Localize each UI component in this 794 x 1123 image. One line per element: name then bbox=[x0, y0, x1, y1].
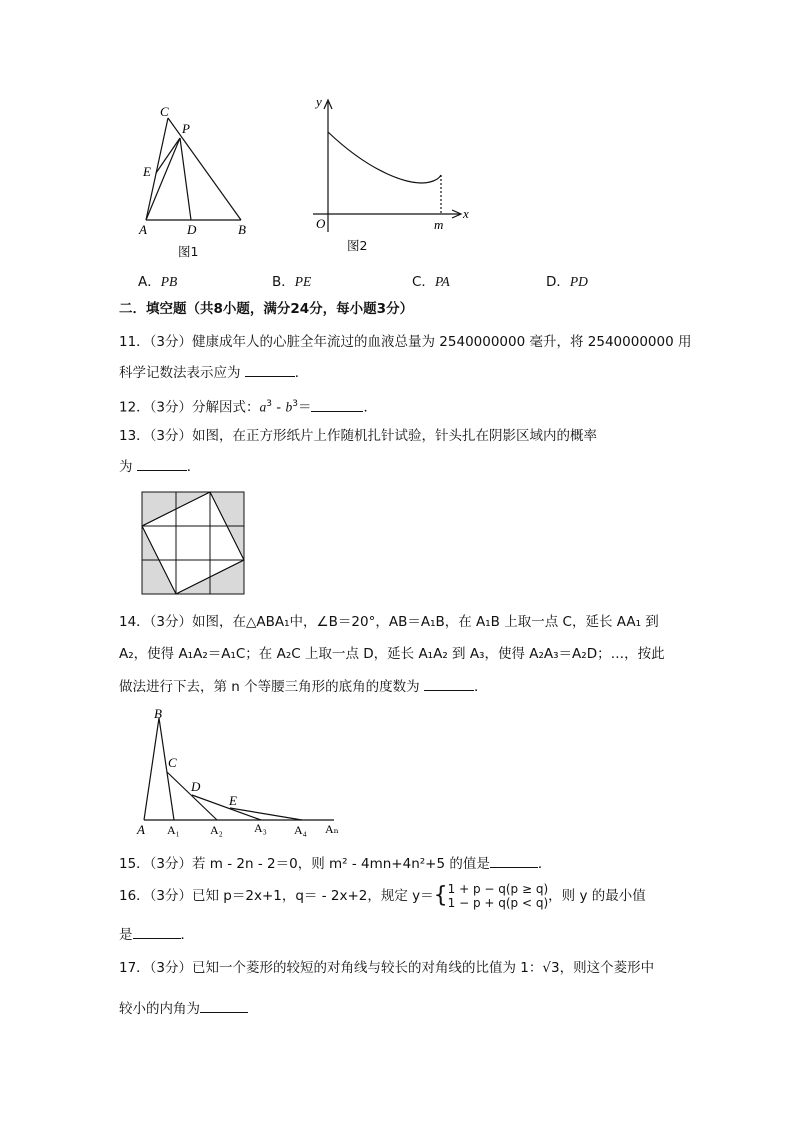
q14-label-A2: A₂ bbox=[210, 823, 223, 837]
q14-line2: A₂，使得 A₁A₂＝A₁C；在 A₂C 上取一点 D，延长 A₁A₂ 到 A₃，使得 A₂A₃＝A₂D；…，按此 bbox=[119, 646, 665, 662]
figure-1-triangle bbox=[138, 100, 258, 240]
q13-line1: 13．（3分）如图，在正方形纸片上作随机扎针试验，针头扎在阴影区域内的概率 bbox=[119, 428, 598, 444]
q16-case2: 1 − p + q(p < q) bbox=[447, 896, 549, 910]
q12-line: 12．（3分）分解因式：$a^3 - b^3=$ ． bbox=[119, 394, 377, 418]
q14-label-A1: A₁ bbox=[167, 823, 180, 837]
section-heading: 二．填空题（共8小题，满分24分，每小题3分） bbox=[119, 301, 414, 317]
figure-2-graph bbox=[310, 92, 475, 237]
q14-label-C: C bbox=[168, 755, 177, 770]
option-d: D．PD bbox=[546, 274, 588, 290]
option-b: B．PE bbox=[272, 274, 312, 290]
q17-line2: 较小的内角为 bbox=[119, 998, 248, 1019]
q11-line1: 11．（3分）健康成年人的心脏全年流过的血液总量为 2540000000 毫升，将 2540000000 用 bbox=[119, 334, 692, 350]
q16-line2: 是 ． bbox=[119, 924, 194, 945]
label-O: O bbox=[316, 216, 326, 231]
label-x: x bbox=[463, 206, 469, 221]
q13-square-figure bbox=[141, 491, 247, 597]
figure-1-caption: 图1 bbox=[178, 244, 199, 259]
q14-triangle-chain-figure bbox=[134, 704, 354, 839]
q14-label-B: B bbox=[154, 706, 162, 721]
q14-label-A3: A₃ bbox=[254, 821, 267, 835]
q14-label-An: Aₙ bbox=[325, 822, 339, 836]
q14-line3: 做法进行下去，第 n 个等腰三角形的底角的度数为 ． bbox=[119, 676, 487, 697]
label-y: y bbox=[316, 94, 322, 109]
figure-2-caption: 图2 bbox=[347, 238, 368, 253]
label-A: A bbox=[139, 222, 147, 237]
option-c: C．PA bbox=[412, 274, 450, 290]
label-D: D bbox=[187, 222, 197, 237]
label-E: E bbox=[143, 164, 151, 179]
q14-label-D: D bbox=[191, 779, 201, 794]
q17-line1: 17．（3分）已知一个菱形的较短的对角线与较长的对角线的比值为 1：√3，则这个菱形中 bbox=[119, 960, 655, 976]
option-a: A．PB bbox=[138, 274, 178, 290]
q14-label-E: E bbox=[229, 793, 237, 808]
q11-line2: 科学记数法表示应为 ． bbox=[119, 362, 308, 383]
q15-line: 15．（3分）若 m - 2n - 2＝0，则 m² - 4mn+4n²+5 的值是 ． bbox=[119, 853, 551, 874]
q16-case1: 1 + p − q(p ≥ q) bbox=[447, 882, 549, 896]
q14-label-A: A bbox=[137, 822, 145, 837]
q13-line2: 为 ． bbox=[119, 456, 200, 477]
label-m: m bbox=[434, 217, 444, 232]
label-P: P bbox=[182, 121, 190, 136]
label-C: C bbox=[160, 104, 169, 119]
q14-line1: 14．（3分）如图，在△ABA₁中，∠B＝20°，AB＝A₁B，在 A₁B 上取一点 C，延长 AA₁ 到 bbox=[119, 614, 659, 630]
q14-label-A4: A₄ bbox=[294, 823, 307, 837]
q16-line1: 16．（3分）已知 p＝2x+1，q＝ - 2x+2，规定 y＝{1 + p − q(p ≥ q) 1 − p + q(p < q)，则 y 的最小值 bbox=[119, 882, 646, 910]
label-B: B bbox=[238, 222, 246, 237]
